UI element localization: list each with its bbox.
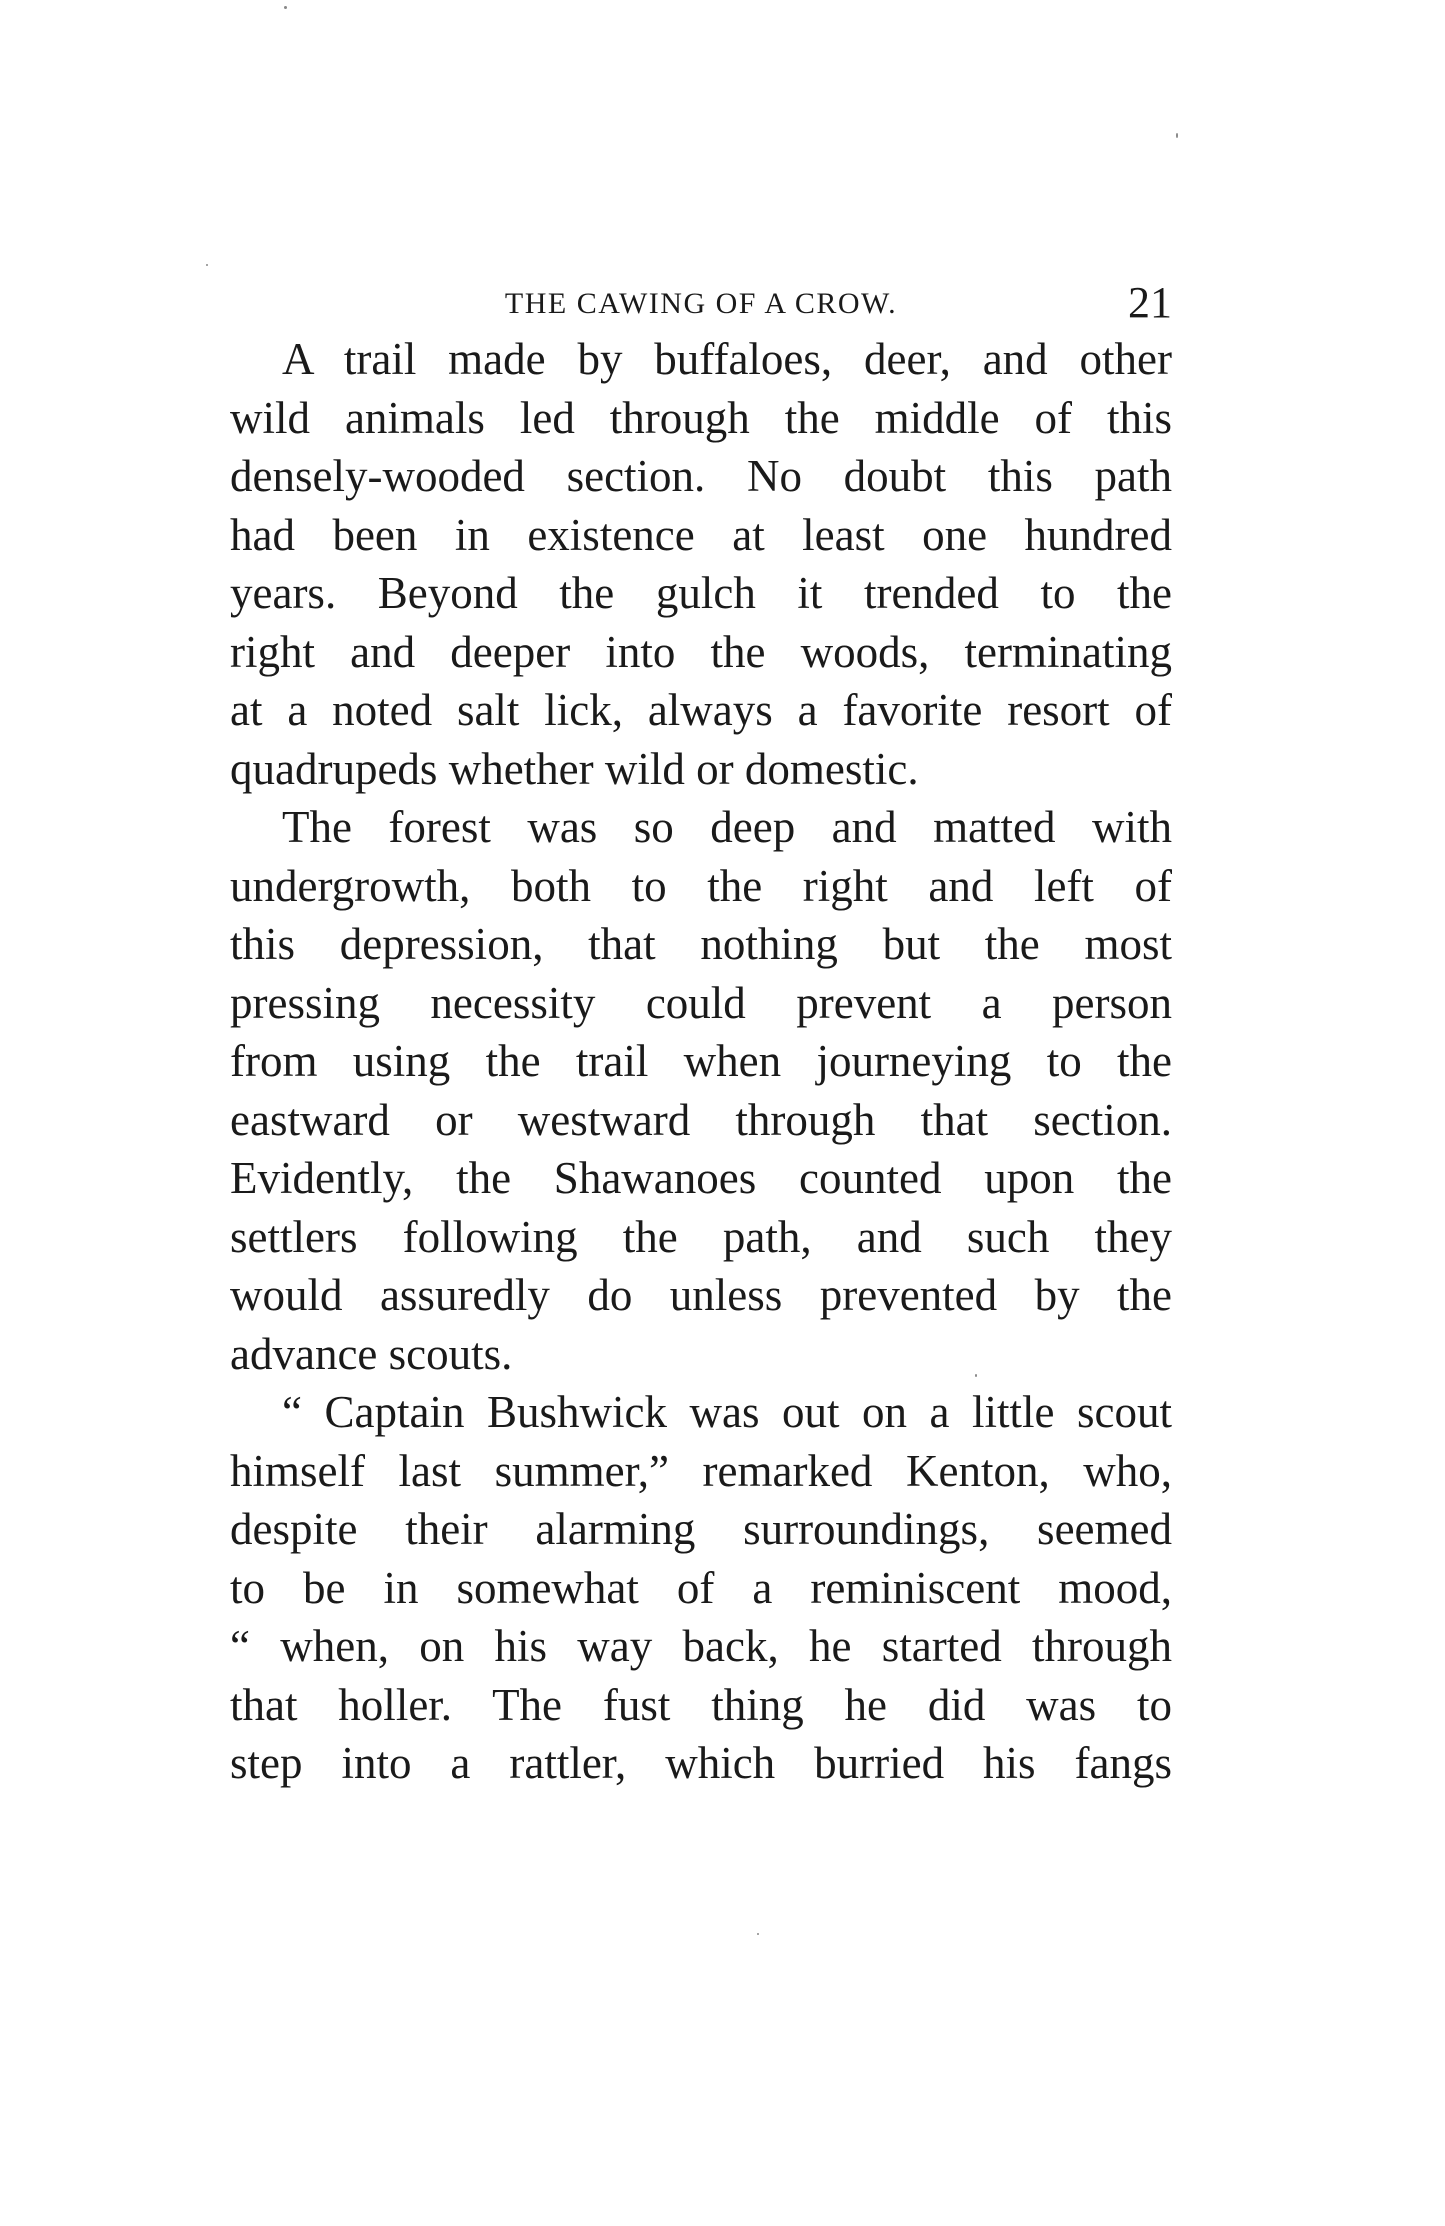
text-line: had been in existence at least one hundred [230,509,1172,560]
text-line: would assuredly do unless prevented by the [230,1270,1172,1320]
text-line: years. Beyond the gulch it trended to the [230,568,1172,618]
text-line: to be in somewhat of a reminiscent mood, [230,1562,1172,1613]
text-line: The forest was so deep and matted with [282,802,1172,852]
text-line: this depression, that nothing but the most [230,919,1172,969]
text-line: wild animals led through the middle of this [230,392,1172,443]
text-line: settlers following the path, and such they [230,1211,1172,1262]
text-line: from using the trail when journeying to the [230,1036,1172,1086]
running-title: THE CAWING OF A CROW. [504,287,898,320]
text-line: A trail made by buffaloes, deer, and other [282,334,1172,384]
paragraph-2 [230,798,1172,1383]
text-line: “ when, on his way back, he started through [230,1621,1172,1671]
paragraph-1 [230,330,1172,798]
scan-speck [975,1374,977,1377]
body-text [230,330,1172,1793]
text-line: despite their alarming surroundings, seemed [230,1504,1172,1554]
text-line: advance scouts. [230,1328,513,1379]
scan-speck [757,1933,759,1935]
text-line: eastward or westward through that section. [230,1094,1172,1145]
text-line: right and deeper into the woods, terminating [230,626,1172,677]
running-head [230,278,1172,333]
text-line: pressing necessity could prevent a person [230,977,1172,1028]
text-line: himself last summer,” remarked Kenton, who, [230,1445,1172,1496]
text-line: step into a rattler, which burried his fangs [230,1738,1172,1788]
scan-speck [206,264,208,266]
text-line: “ Captain Bushwick was out on a little scout [282,1387,1172,1437]
text-line: undergrowth, both to the right and left of [230,860,1172,911]
scan-speck [284,6,287,9]
text-line: that holler. The fust thing he did was to [230,1679,1172,1730]
text-line: densely-wooded section. No doubt this path [230,451,1172,501]
text-line: quadrupeds whether wild or domestic. [230,743,919,794]
text-line: at a noted salt lick, always a favorite resort of [230,685,1172,735]
page-number: 21 [1128,278,1172,327]
text-line: Evidently, the Shawanoes counted upon the [230,1153,1172,1203]
scan-speck [1176,133,1178,138]
paragraph-3 [230,1383,1172,1793]
